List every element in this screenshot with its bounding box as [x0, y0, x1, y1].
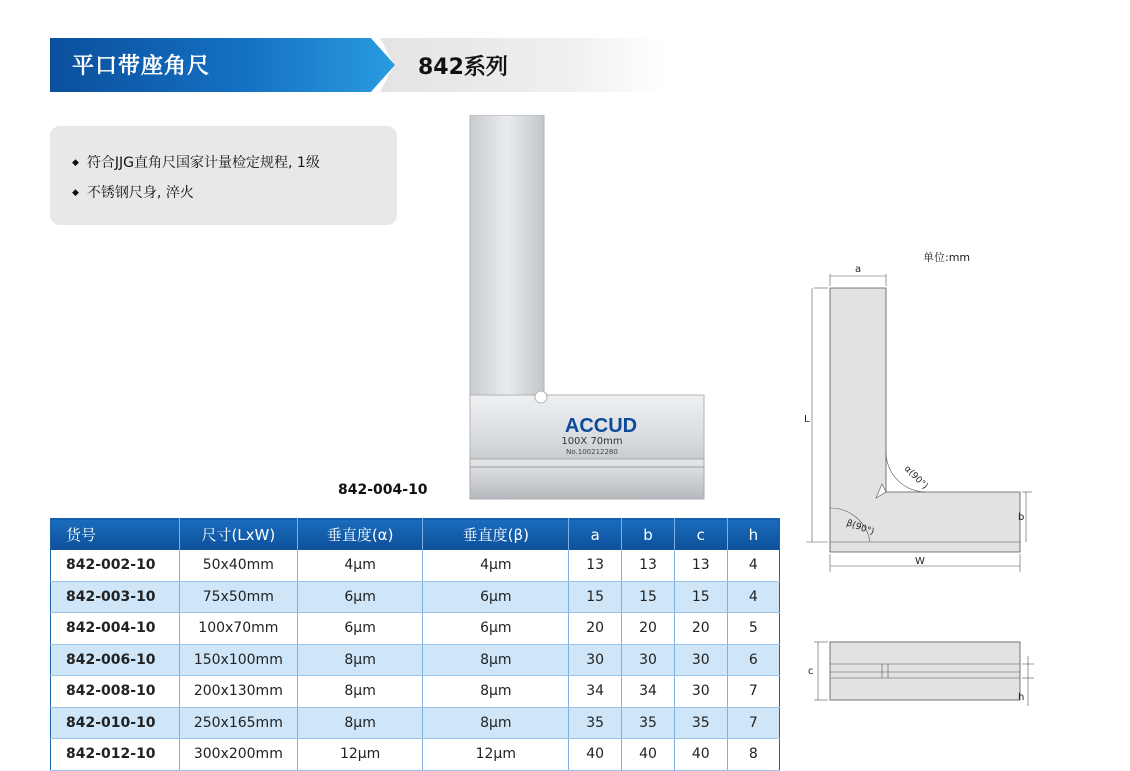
table-cell: 8μm	[297, 644, 422, 676]
table-cell: 6μm	[423, 581, 569, 613]
table-cell: 8μm	[297, 676, 422, 708]
table-cell: 6μm	[423, 613, 569, 645]
table-cell: 5	[727, 613, 779, 645]
table-cell: 35	[569, 707, 622, 739]
table-row	[51, 676, 780, 708]
table-cell: 100x70mm	[179, 613, 297, 645]
dim-b: b	[1018, 512, 1025, 523]
dim-W: W	[915, 556, 925, 567]
table-cell: 30	[622, 644, 675, 676]
product-size-label: 100X 70mm	[561, 436, 623, 447]
table-cell: 13	[569, 550, 622, 581]
page-title: 平口带座角尺	[72, 54, 211, 79]
col-header: 垂直度(α)	[297, 519, 422, 551]
table-cell: 40	[674, 739, 727, 771]
table-cell: 30	[674, 644, 727, 676]
table-row	[51, 707, 780, 739]
table-cell: 30	[569, 644, 622, 676]
table-cell: 30	[674, 676, 727, 708]
table-cell: 7	[727, 676, 779, 708]
table-cell: 842-003-10	[51, 581, 180, 613]
table-cell: 8	[727, 739, 779, 771]
table-cell: 20	[569, 613, 622, 645]
feature-box	[50, 126, 397, 225]
table-cell: 20	[622, 613, 675, 645]
table-cell: 842-006-10	[51, 644, 180, 676]
dim-L: L	[804, 414, 810, 425]
table-cell: 8μm	[297, 707, 422, 739]
table-cell: 4	[727, 581, 779, 613]
table-row	[51, 550, 780, 581]
dim-alpha: α(90°)	[901, 464, 930, 492]
col-header: 垂直度(β)	[423, 519, 569, 551]
dim-a: a	[855, 264, 862, 275]
table-cell: 842-012-10	[51, 739, 180, 771]
diamond-bullet-icon: ◆	[72, 188, 79, 198]
product-serial: No.100212280	[566, 448, 618, 456]
table-cell: 842-010-10	[51, 707, 180, 739]
table-cell: 842-002-10	[51, 550, 180, 581]
dim-c: c	[808, 666, 814, 677]
col-header: 货号	[51, 519, 180, 551]
table-cell: 842-008-10	[51, 676, 180, 708]
table-cell: 34	[622, 676, 675, 708]
table-cell: 13	[622, 550, 675, 581]
table-cell: 6μm	[297, 581, 422, 613]
table-cell: 200x130mm	[179, 676, 297, 708]
table-cell: 150x100mm	[179, 644, 297, 676]
col-header: c	[674, 519, 727, 551]
table-cell: 4μm	[423, 550, 569, 581]
table-cell: 50x40mm	[179, 550, 297, 581]
table-cell: 300x200mm	[179, 739, 297, 771]
table-cell: 40	[569, 739, 622, 771]
diamond-bullet-icon: ◆	[72, 158, 79, 168]
table-row	[51, 644, 780, 676]
table-cell: 4	[727, 550, 779, 581]
table-row	[51, 739, 780, 771]
table-cell: 34	[569, 676, 622, 708]
dim-h: h	[1018, 692, 1025, 703]
front-view-drawing	[800, 262, 1040, 582]
table-row	[51, 613, 780, 645]
side-view-drawing	[800, 636, 1040, 708]
table-cell: 12μm	[423, 739, 569, 771]
table-cell: 250x165mm	[179, 707, 297, 739]
table-cell: 35	[622, 707, 675, 739]
unit-label: 单位:mm	[923, 251, 971, 264]
table-cell: 4μm	[297, 550, 422, 581]
table-cell: 6μm	[297, 613, 422, 645]
table-cell: 7	[727, 707, 779, 739]
table-cell: 40	[622, 739, 675, 771]
brand-logo: ACCUD	[564, 415, 638, 437]
col-header: b	[622, 519, 675, 551]
table-header-row	[51, 519, 780, 551]
table-cell: 8μm	[423, 707, 569, 739]
dim-beta: β(90°)	[844, 518, 876, 538]
col-header: h	[727, 519, 779, 551]
feature-item: ◆ 符合JJG直角尺国家计量检定规程, 1级	[72, 155, 320, 171]
table-cell: 842-004-10	[51, 613, 180, 645]
table-cell: 35	[674, 707, 727, 739]
table-cell: 13	[674, 550, 727, 581]
product-image	[466, 115, 706, 500]
spec-table	[50, 518, 780, 771]
table-cell: 8μm	[423, 676, 569, 708]
table-cell: 15	[569, 581, 622, 613]
table-cell: 15	[622, 581, 675, 613]
table-cell: 6	[727, 644, 779, 676]
table-cell: 12μm	[297, 739, 422, 771]
col-header: 尺寸(LxW)	[179, 519, 297, 551]
table-row	[51, 581, 780, 613]
table-cell: 15	[674, 581, 727, 613]
feature-item: ◆ 不锈钢尺身, 淬火	[72, 185, 194, 201]
product-model-label: 842-004-10	[338, 482, 428, 498]
table-cell: 75x50mm	[179, 581, 297, 613]
series-title: 842系列	[418, 55, 508, 80]
table-cell: 8μm	[423, 644, 569, 676]
table-cell: 20	[674, 613, 727, 645]
col-header: a	[569, 519, 622, 551]
